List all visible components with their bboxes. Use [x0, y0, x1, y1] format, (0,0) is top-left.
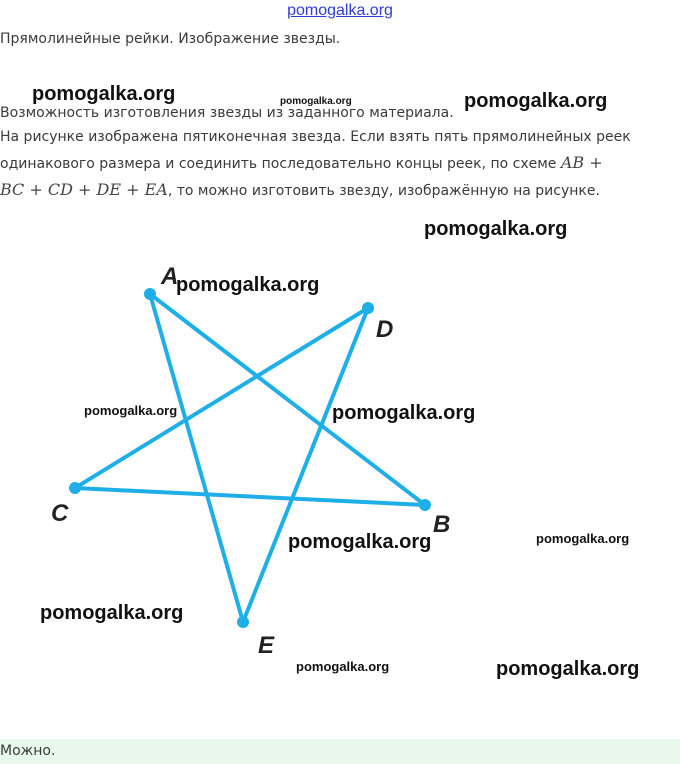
label-b: B: [433, 511, 451, 538]
segment-bc: [75, 488, 425, 505]
star-figure: [0, 240, 680, 660]
watermark: pomogalka.org: [176, 274, 320, 296]
label-c: C: [51, 500, 69, 527]
point-e: [237, 616, 249, 628]
answer-text: Можно.: [0, 743, 56, 759]
problem-text: [0, 124, 670, 204]
answer-bar: [0, 739, 680, 764]
label-e: E: [258, 632, 275, 659]
watermark: pomogalka.org: [280, 96, 352, 107]
watermark: pomogalka.org: [288, 531, 432, 553]
watermark: pomogalka.org: [536, 531, 630, 546]
watermark: pomogalka.org: [464, 90, 608, 112]
site-link[interactable]: pomogalka.org: [287, 2, 393, 19]
formula-part-1: AB +: [560, 153, 603, 172]
question-text: Возможность изготовления звезды из заданного материала.: [0, 105, 454, 121]
label-a: A: [161, 263, 179, 290]
formula-part-2: BC + CD + DE + EA: [0, 180, 168, 199]
segment-ea: [150, 294, 243, 622]
watermark: pomogalka.org: [332, 402, 476, 424]
watermark: pomogalka.org: [84, 403, 178, 418]
label-d: D: [376, 316, 394, 343]
segment-de: [243, 308, 368, 622]
watermark: pomogalka.org: [424, 218, 568, 240]
point-a: [144, 288, 156, 300]
segment-cd: [75, 308, 368, 488]
watermark: pomogalka.org: [296, 659, 390, 674]
watermark: pomogalka.org: [496, 658, 640, 680]
point-b: [419, 499, 431, 511]
point-d: [362, 302, 374, 314]
watermark: pomogalka.org: [40, 602, 184, 624]
problem-line-3: , то можно изготовить звезду, изображённую на рисунке.: [167, 183, 600, 199]
problem-line-1: На рисунке изображена пятиконечная звезда. Если взять пять прямолинейных реек: [0, 129, 631, 145]
page-heading: Прямолинейные рейки. Изображение звезды.: [0, 31, 341, 47]
problem-line-2: одинакового размера и соединить последовательно концы реек, по схеме: [0, 156, 557, 172]
watermark: pomogalka.org: [32, 83, 176, 105]
point-c: [69, 482, 81, 494]
